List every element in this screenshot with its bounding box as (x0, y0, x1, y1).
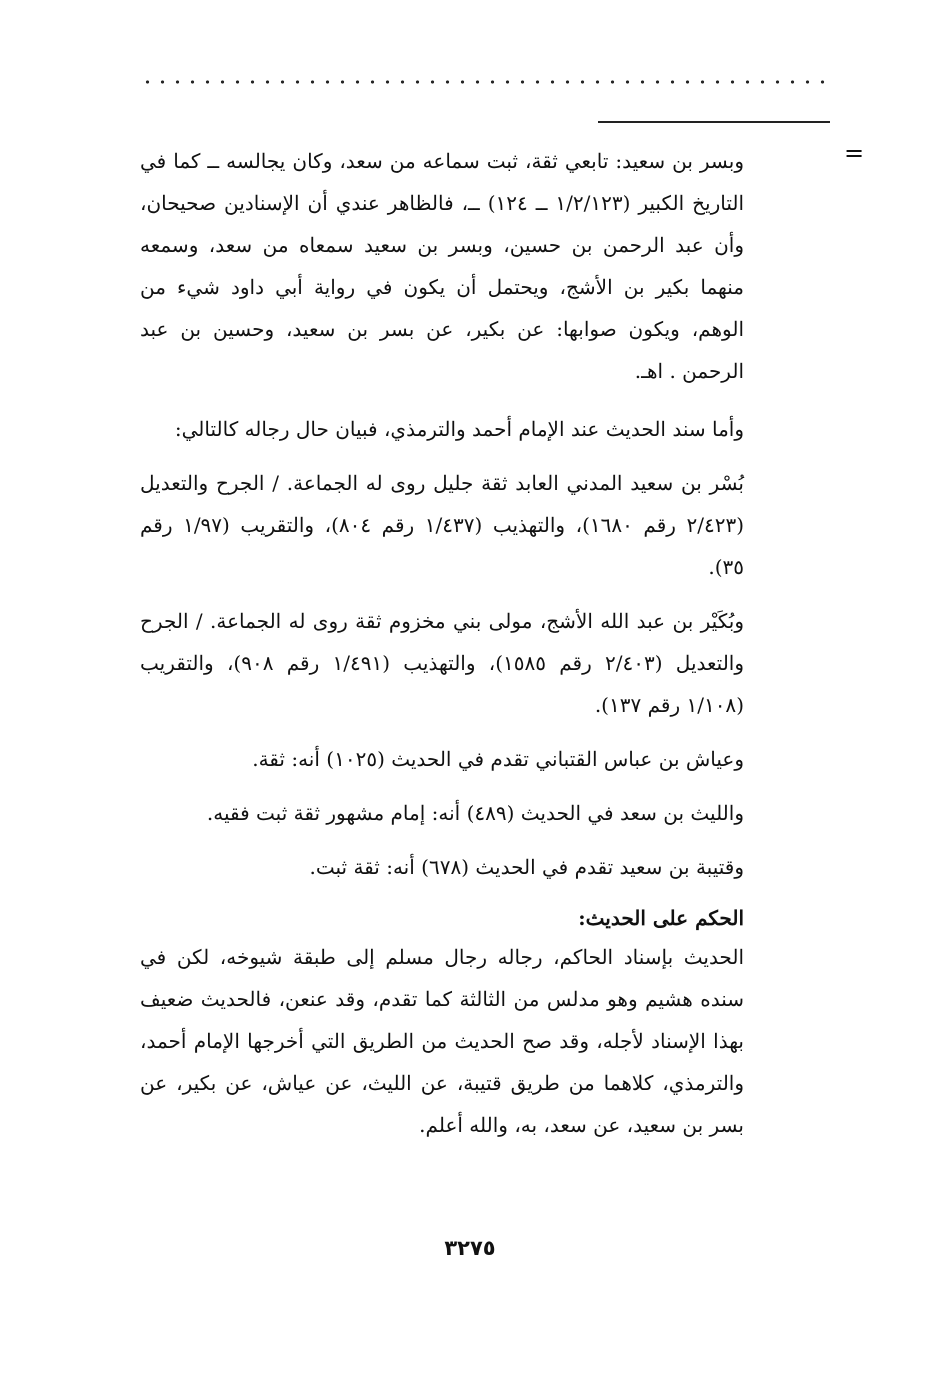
page-number: ٣٢٧٥ (444, 1236, 496, 1260)
narrator-entry-bukayr: وبُكَيْر بن عبد الله الأشج، مولى بني مخزوم ثقة روى له الجماعة. / الجرح والتعديل (٢/٤٠٣ رقم ١٥٨٥)، والتهذيب (١/٤٩١ رقم ٩٠٨)، والتقريب (١/١٠٨ رقم ١٣٧). (140, 609, 745, 717)
footnote-rule (598, 121, 830, 123)
ruling-paragraph: الحديث بإسناد الحاكم، رجاله رجال مسلم إلى طبقة شيوخه، لكن في سنده هشيم وهو مدلس من الثالثة كما تقدم، وقد عنعن، فالحديث ضعيف بهذا الإسناد لأجله، وقد صح الحديث من الطريق التي أخرجها الإمام أحمد، والترمذي، كلاهما من طريق قتيبة، عن الليث، عن عياش، عن بكير، عن بسر بن سعيد، عن سعد، به، والله أعلم. (140, 945, 744, 1137)
ruling-heading: الحكم على الحديث: (578, 906, 744, 930)
page-body (140, 140, 744, 1146)
narrator-entry-ayyash: وعياش بن عباس القتباني تقدم في الحديث (١٠٢٥) أنه: ثقة. (252, 747, 744, 771)
continuation-mark: = (844, 139, 865, 167)
quoted-commentary-paragraph: وبسر بن سعيد: تابعي ثقة، ثبت سماعه من سعد، وكان يجالسه ــ كما في التاريخ الكبير (١/٢/١٢٣ ــ ١٢٤) ــ، فالظاهر عندي أن الإسنادين صحيحان، وأن عبد الرحمن بن حسين، وبسر بن سعيد سمعاه من سعد، وسمعه منهما بكير بن الأشج، ويحتمل أن يكون في رواية أبي داود شيء من الوهم، ويكون صوابها: عن بكير، عن بسر بن سعيد، وحسين بن عبد الرحمن . اهـ. (140, 149, 745, 383)
narrator-entry-busr: بُسْر بن سعيد المدني العابد ثقة جليل روى له الجماعة. / الجرح والتعديل (٢/٤٢٣ رقم ١٦٨٠)، والتهذيب (١/٤٣٧ رقم ٨٠٤)، والتقريب (١/٩٧ رقم ٣٥). (140, 471, 745, 579)
chain-intro-paragraph: وأما سند الحديث عند الإمام أحمد والترمذي، فبيان حال رجاله كالتالي: (174, 417, 744, 441)
dotted-separator (140, 76, 830, 88)
narrator-entry-layth: والليث بن سعد في الحديث (٤٨٩) أنه: إمام مشهور ثقة ثبت فقيه. (206, 801, 744, 825)
narrator-entry-qutayba: وقتيبة بن سعيد تقدم في الحديث (٦٧٨) أنه: ثقة ثبت. (309, 855, 744, 879)
